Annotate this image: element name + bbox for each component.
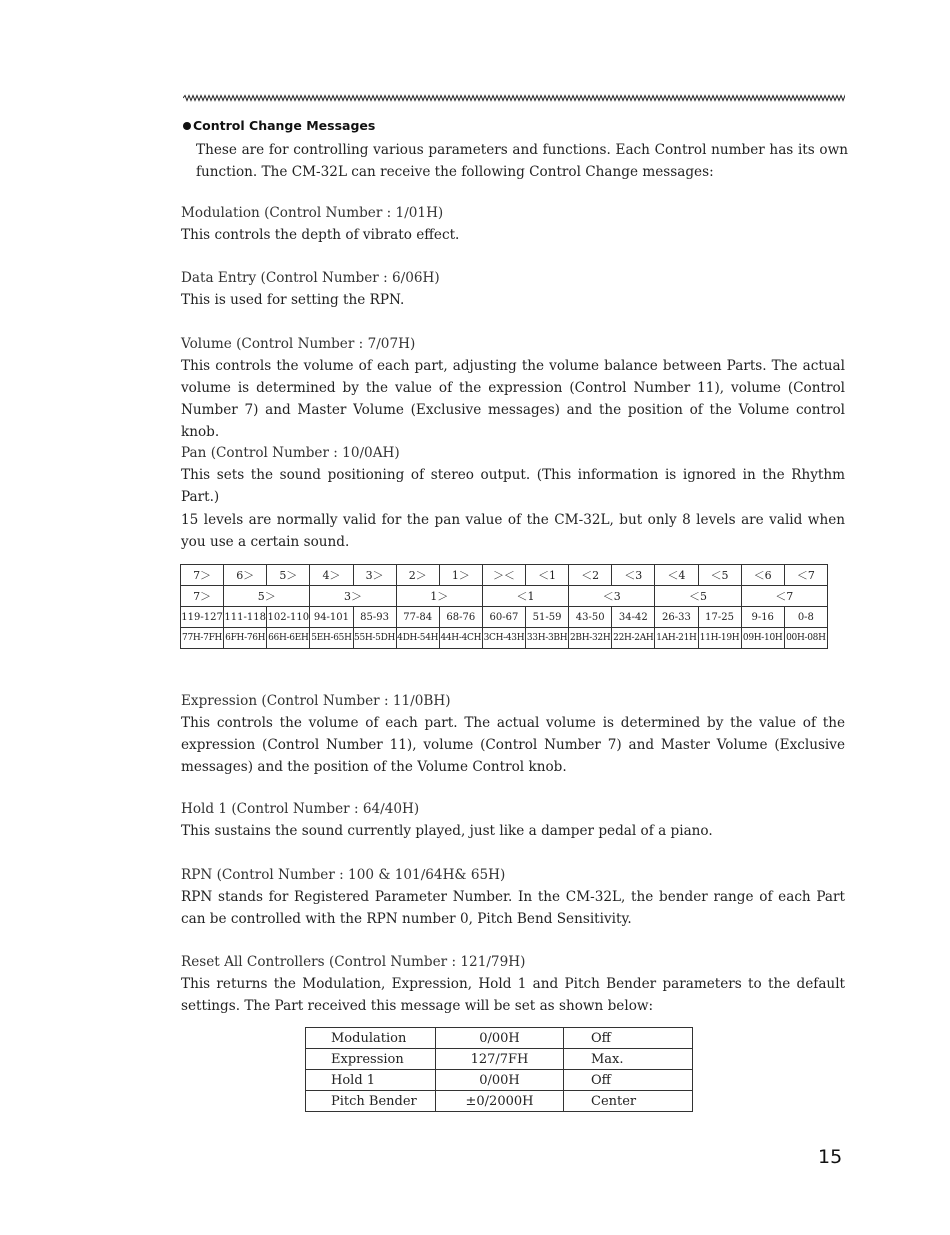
rpn-heading: RPN (Control Number : 100 & 101∕64H& 65H) [181,867,506,883]
state-cell: Max. [564,1049,693,1070]
pan-cell: 4＞ [310,565,353,586]
value-cell: 0/00H [436,1028,564,1049]
pan-cell: 6FH-76H [224,628,267,649]
table-row [306,1049,693,1070]
pan-cell: ＜1 [482,586,568,607]
pan-levels-note [181,509,845,553]
pan-values-table [180,564,828,649]
pan-cell: 1＞ [396,586,482,607]
pan-cell: 1AH-21H [655,628,698,649]
state-cell: Off [564,1028,693,1049]
pan-cell: 7＞ [181,586,224,607]
rpn-entry [181,864,845,930]
pan-cell: 22H-2AH [612,628,655,649]
pan-cell: 5＞ [224,586,310,607]
state-cell: Off [564,1070,693,1091]
pan-decimal-row [181,607,828,628]
value-cell: ±0/2000H [436,1091,564,1112]
pan-cell: 26-33 [655,607,698,628]
pan-description: This sets the sound positioning of stereo output. (This information is ignored in the Rhythm Part.) [181,467,845,505]
reset-description: This returns the Modulation, Expression, Hold 1 and Pitch Bender parameters to the default settings. The Part received this message will be set as shown below: [181,976,845,1014]
pan-cell: 34-42 [612,607,655,628]
pan-cell: 9-16 [741,607,784,628]
hold-entry [181,798,845,842]
data-entry-entry [181,267,845,311]
parameter-cell: Pitch Bender [306,1091,436,1112]
table-row [306,1091,693,1112]
pan-cell: 102-110 [267,607,310,628]
pan-cell: 7＞ [181,565,224,586]
pan-cell: ＜4 [655,565,698,586]
pan-cell: 2BH-32H [569,628,612,649]
modulation-entry [181,202,845,246]
pan-cell: 5＞ [267,565,310,586]
volume-entry [181,333,845,443]
data-entry-description: This is used for setting the RPN. [181,292,405,308]
pan-cell: 1＞ [439,565,482,586]
pan-cell: 3＞ [310,586,396,607]
pan-cell: 00H-08H [784,628,827,649]
volume-heading: Volume (Control Number : 7∕07H) [181,336,416,352]
pan-cell: ＜5 [698,565,741,586]
pan-cell: 60-67 [482,607,525,628]
pan-cell: 11H-19H [698,628,741,649]
pan-cell: 43-50 [569,607,612,628]
pan-cell: ＜6 [741,565,784,586]
pan-cell: 17-25 [698,607,741,628]
reset-defaults-table [305,1027,693,1112]
pan-8-level-row [181,586,828,607]
pan-cell: ＜7 [741,586,827,607]
pan-cell: 77H-7FH [181,628,224,649]
expression-description: This controls the volume of each part. The actual volume is determined by the value of the expression (Control Number 11), volume (Control Number 7) and Master Volume (Exclusive messages) and the position of the Volume Control knob. [181,715,845,775]
modulation-heading: Modulation (Control Number : 1∕01H) [181,205,444,221]
pan-15-level-row [181,565,828,586]
table-row [306,1028,693,1049]
hold-description: This sustains the sound currently played, just like a damper pedal of a piano. [181,823,713,839]
pan-cell: ＜3 [612,565,655,586]
pan-cell: 51-59 [526,607,569,628]
pan-cell: ＞＜ [482,565,525,586]
value-cell: 0/00H [436,1070,564,1091]
pan-cell: 111-118 [224,607,267,628]
reset-entry [181,951,845,1017]
pan-cell: 09H-10H [741,628,784,649]
pan-cell: 33H-3BH [526,628,569,649]
pan-cell: 0-8 [784,607,827,628]
reset-heading: Reset All Controllers (Control Number : 121∕79H) [181,954,526,970]
pan-levels-text: 15 levels are normally valid for the pan value of the CM-32L, but only 8 levels are valid when you use a certain sound. [181,512,845,550]
wavy-rule [183,94,845,102]
expression-entry [181,690,845,778]
pan-heading: Pan (Control Number : 10∕0AH) [181,445,400,461]
pan-cell: ＜1 [526,565,569,586]
page-number: 15 [818,1146,843,1168]
rpn-description: RPN stands for Registered Parameter Number. In the CM-32L, the bender range of each Part can be controlled with the RPN number 0, Pitch Bend Sensitivity. [181,889,845,927]
pan-cell: 6＞ [224,565,267,586]
pan-cell: ＜5 [655,586,741,607]
parameter-cell: Hold 1 [306,1070,436,1091]
parameter-cell: Modulation [306,1028,436,1049]
intro-paragraph: These are for controlling various parameters and functions. Each Control number has its own function. The CM-32L can receive the following Control Change messages: [196,142,848,180]
pan-cell: 119-127 [181,607,224,628]
section-heading [183,118,375,133]
modulation-description: This controls the depth of vibrato effect. [181,227,460,243]
pan-cell: 55H-5DH [353,628,396,649]
pan-cell: 4DH-54H [396,628,439,649]
section-title-text: Control Change Messages [193,118,376,133]
parameter-cell: Expression [306,1049,436,1070]
volume-description: This controls the volume of each part, adjusting the volume balance between Parts. The actual volume is determined by the value of the expression (Control Number 11), volume (Control Number 7) and Master Volume (Exclusive messages) and the position of the Volume control knob. [181,358,845,440]
bullet-dot-icon [183,122,191,130]
pan-cell: 66H-6EH [267,628,310,649]
hold-heading: Hold 1 (Control Number : 64∕40H) [181,801,420,817]
pan-hex-row [181,628,828,649]
pan-cell: 85-93 [353,607,396,628]
pan-cell: 94-101 [310,607,353,628]
pan-cell: 5EH-65H [310,628,353,649]
pan-cell: 77-84 [396,607,439,628]
state-cell: Center [564,1091,693,1112]
pan-cell: ＜2 [569,565,612,586]
pan-cell: 44H-4CH [439,628,482,649]
pan-cell: 3＞ [353,565,396,586]
pan-cell: 3CH-43H [482,628,525,649]
value-cell: 127/7FH [436,1049,564,1070]
table-row [306,1070,693,1091]
pan-cell: ＜3 [569,586,655,607]
expression-heading: Expression (Control Number : 11∕0BH) [181,693,451,709]
pan-cell: 2＞ [396,565,439,586]
data-entry-heading: Data Entry (Control Number : 6∕06H) [181,270,440,286]
pan-cell: 68-76 [439,607,482,628]
pan-entry [181,442,845,508]
pan-cell: ＜7 [784,565,827,586]
